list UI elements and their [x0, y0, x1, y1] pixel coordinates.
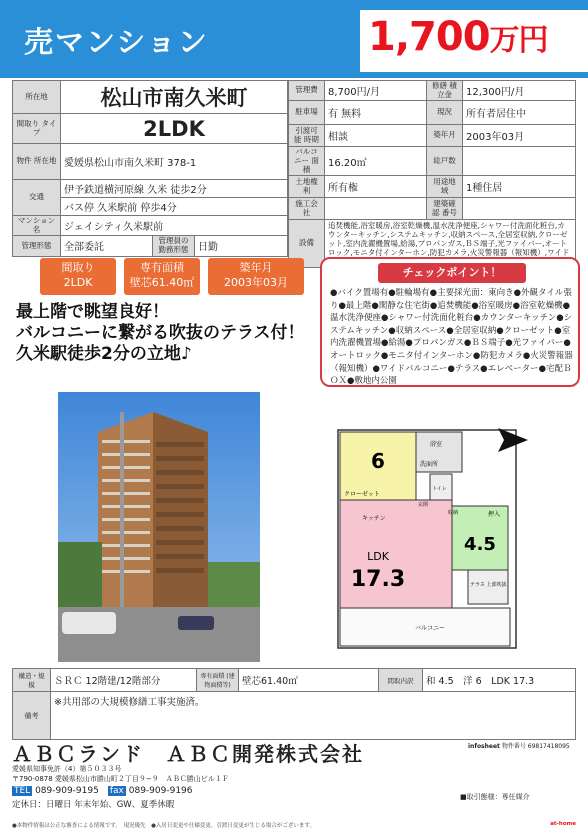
- delivery: 相談: [325, 125, 427, 147]
- builder: [325, 198, 427, 220]
- remarks: ※共用部の大規模修繕工事実施済。: [51, 692, 576, 740]
- pitch-line: バルコニーに繋がる吹抜のテラス付！: [16, 323, 305, 343]
- tel-label: TEL: [14, 786, 31, 796]
- remarks-label: 備考: [13, 692, 51, 740]
- brand: at-home: [550, 821, 576, 827]
- struct: ＳＲＣ 12階建/12階部分: [51, 669, 197, 692]
- sales-pitch: [16, 302, 305, 365]
- terrace-label: テラス 上部吹抜: [470, 582, 507, 588]
- closet-label: クローゼット: [344, 491, 380, 498]
- badge-value: 壁芯61.40㎡: [129, 276, 195, 289]
- address: 愛媛県松山市南久米町 378-1: [61, 144, 288, 180]
- room-6: 6: [371, 449, 385, 473]
- bottom-table: [12, 668, 576, 740]
- equip-label: 設備: [289, 220, 325, 268]
- repair-label: 修繕 積立金: [427, 81, 463, 101]
- address-label: 物件 所在地: [13, 144, 61, 180]
- parking-label: 駐車場: [289, 101, 325, 125]
- pitch-line: 久米駅徒歩2分の立地♪: [16, 344, 192, 364]
- room-4-5: 4.5: [464, 534, 496, 555]
- area: 壁芯61.40㎡: [239, 669, 379, 692]
- mgmt-label: 管理形態: [13, 236, 61, 256]
- mansion-label: マンション名: [13, 216, 61, 236]
- layout: 2LDK: [61, 114, 288, 144]
- badge-value: 2LDK: [63, 276, 93, 289]
- price: [368, 14, 548, 60]
- footer-note: ●本物件情報は公正な審査による情報です。 現況優先 ●入居日変更や仕様変更、引渡日変更が生じる場合がございます。: [12, 823, 315, 829]
- badge-value: 2003年03月: [224, 276, 288, 289]
- layout-label: 間取り タイプ: [13, 114, 61, 144]
- equipment: 追焚機能,浴室暖房,浴室乾燥機,温水洗浄便座,シャワー付洗面化粧台,カウンターキッチン,システムキッチン,収納スペース,全居室収納,クローゼット,室内洗濯機置場,給湯,プロパンガス,ＢＳ端子,光ファイバー,オートロック,モニタ付インターホン,防犯カメラ,火災警報器（報知機）,ワイド: [325, 220, 576, 268]
- badge-label: 築年月: [239, 261, 273, 274]
- builder-label: 施工会社: [289, 198, 325, 220]
- rooms: 和 4.5 洋 6 LDK 17.3: [423, 669, 576, 692]
- listing-type-title: 売マンション: [24, 25, 209, 59]
- location-label: 所在地: [13, 81, 61, 114]
- tel[interactable]: 089-909-9195: [35, 786, 99, 796]
- transport-2: バス停 久米駅前 停歩4分: [61, 198, 288, 216]
- price-value: 1,700: [368, 14, 490, 60]
- rooms-label: 間取内訳: [379, 669, 423, 692]
- badge-label: 間取り: [61, 261, 95, 274]
- delivery-label: 引渡可能 時期: [289, 125, 325, 147]
- spec-table-left: [12, 80, 288, 257]
- transport-label: 交通: [13, 180, 61, 216]
- badge-layout: [40, 258, 116, 295]
- pitch-line: 最上階で眺望良好！: [16, 302, 169, 322]
- wash-label: 洗面所: [420, 461, 439, 468]
- parking: 有 無料: [325, 101, 427, 125]
- checkpoint-box: [320, 257, 580, 387]
- built-label: 築年月: [427, 125, 463, 147]
- confirm-label: 建築確認 番号: [427, 198, 463, 220]
- footer: [0, 818, 588, 832]
- price-unit: 万円: [489, 23, 548, 58]
- storage-label: 収納: [448, 510, 459, 516]
- balcony-label: バルコニー 面積: [289, 147, 325, 176]
- transport-1: 伊予鉄道横河原線 久米 徒歩2分: [61, 180, 288, 198]
- status: 所有者居住中: [463, 101, 576, 125]
- area-label: 専有面積 (建物面積等): [197, 669, 239, 692]
- company-name: ＡＢＣランド ＡＢＣ開発株式会社: [12, 742, 364, 766]
- units: [463, 147, 576, 176]
- building-photo: [58, 392, 260, 662]
- badge-area: [124, 258, 200, 295]
- contact: [12, 786, 193, 796]
- badge-label: 専有面積: [140, 261, 184, 274]
- kitchen-label: キッチン: [362, 515, 386, 522]
- badge-built: [208, 258, 304, 295]
- trade-type: ■取引態様：専任媒介: [460, 793, 530, 801]
- oshi-label: 押入: [488, 511, 501, 518]
- land: 所有権: [325, 176, 427, 198]
- built: 2003年03月: [463, 125, 576, 147]
- holiday: 定休日：日曜日 年末年始、GW、夏季休暇: [12, 800, 175, 810]
- checkpoint-body: ●バイク置場有●駐輪場有●主要採光面：東向き●外観タイル張り●最上階●閑静な住宅街●追焚機能●浴室暖房●浴室乾燥機●温水洗浄便座●シャワー付洗面化粧台●カウンターキッチン●システムキッチン●収納スペース●全居室収納●クローゼット●室内洗濯機置場●給湯●プロパンガス●ＢＳ端子●光ファイバー●オートロック●モニタ付インターホン●防犯カメラ●火災警報器（報知機）●ワイドバルコニー●テラス●エレベーター●宅配ＢＯＸ●敷地内公園: [330, 288, 573, 387]
- mgmt: 全部委託: [61, 236, 153, 256]
- land-label: 土地権利: [289, 176, 325, 198]
- ldk-label: LDK: [367, 550, 389, 563]
- fee: 8,700円/月: [325, 81, 427, 101]
- floor-plan: [330, 410, 550, 650]
- location: 松山市南久米町: [61, 81, 288, 114]
- infosheet: [468, 742, 570, 752]
- bath-label: 浴室: [430, 441, 443, 448]
- fax: 089-909-9196: [128, 786, 193, 796]
- fee-label: 管理費: [289, 81, 325, 101]
- infosheet-label: infosheet: [468, 743, 500, 750]
- property-no: 物件番号 69817418095: [501, 743, 570, 750]
- toilet-label: トイレ: [432, 486, 447, 492]
- status-label: 現況: [427, 101, 463, 125]
- units-label: 総戸数: [427, 147, 463, 176]
- mansion-name: ジェイシティ久米駅前: [61, 216, 288, 236]
- fax-label: fax: [109, 786, 124, 796]
- entrance-label: 玄関: [418, 502, 429, 508]
- zoning: 1種住居: [463, 176, 576, 198]
- checkpoint-title: チェックポイント！: [378, 263, 526, 283]
- mgmt-staff: 日勤: [195, 236, 288, 256]
- company-address: 〒790-0878 愛媛県松山市勝山町２丁目９−９ ＡＢＣ勝山ビル１Ｆ: [12, 775, 229, 783]
- confirm: [463, 198, 576, 220]
- balcony-label: バルコニー: [414, 625, 446, 632]
- struct-label: 構造・規模: [13, 669, 51, 692]
- spec-table-right: [288, 80, 576, 268]
- zoning-label: 用途地域: [427, 176, 463, 198]
- mgmt-staff-label: 管理員の 勤務形態: [153, 236, 195, 256]
- ldk-area: 17.3: [350, 567, 406, 592]
- balcony: 16.20㎡: [325, 147, 427, 176]
- header: [0, 0, 588, 78]
- company-license: 愛媛県知事免許（4）第５０３３号: [12, 765, 122, 773]
- repair: 12,300円/月: [463, 81, 576, 101]
